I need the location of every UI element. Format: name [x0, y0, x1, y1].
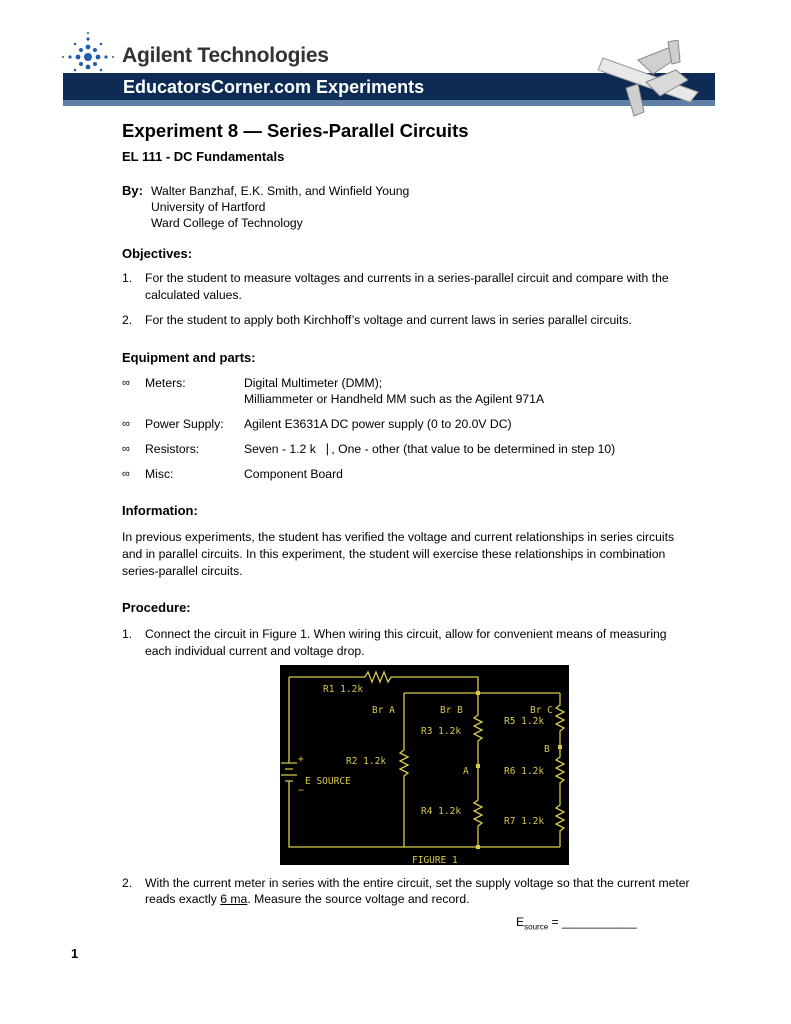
- label-r3: R3 1.2k: [421, 726, 462, 737]
- information-heading: Information:: [122, 503, 198, 518]
- author-line: University of Hartford: [151, 200, 266, 214]
- equipment-label: Resistors:: [145, 442, 200, 456]
- label-node-b: B: [544, 744, 550, 755]
- label-r2: R2 1.2k: [346, 756, 387, 767]
- label-bra: Br A: [372, 705, 395, 716]
- information-text: and in parallel circuits. In this experiment, the student will exercise these relationships in combination: [122, 547, 666, 561]
- equipment-label: Power Supply:: [145, 417, 224, 431]
- label-brb: Br B: [440, 705, 463, 716]
- equipment-label: Meters:: [145, 376, 186, 390]
- bullet-icon: ∞: [122, 418, 130, 430]
- procedure-text: With the current meter in series with the entire circuit, set the supply voltage so that the current meter: [145, 876, 690, 890]
- author-line: Ward College of Technology: [151, 216, 303, 230]
- figure-1-circuit: [280, 665, 569, 865]
- list-number: 2.: [122, 876, 133, 890]
- list-number: 2.: [122, 313, 133, 327]
- objective-text: calculated values.: [145, 288, 242, 302]
- list-number: 1.: [122, 627, 133, 641]
- esource-subscript: source: [524, 922, 549, 932]
- equipment-value: Digital Multimeter (DMM);: [244, 376, 383, 390]
- equipment-value: Milliammeter or Handheld MM such as the Agilent 971A: [244, 392, 545, 406]
- course-subtitle: EL 111 - DC Fundamentals: [122, 149, 285, 164]
- label-r4: R4 1.2k: [421, 806, 462, 817]
- bullet-icon: ∞: [122, 377, 130, 389]
- equipment-heading: Equipment and parts:: [122, 350, 256, 365]
- objective-text: For the student to apply both Kirchhoff’s voltage and current laws in series parallel circuits.: [145, 313, 632, 327]
- procedure-text: Connect the circuit in Figure 1. When wiring this circuit, allow for convenient means of measuring: [145, 627, 667, 641]
- procedure-text-part: reads exactly: [145, 892, 221, 906]
- label-r6: R6 1.2k: [504, 766, 545, 777]
- equipment-label: Misc:: [145, 467, 174, 481]
- airplane-icon: [598, 40, 718, 118]
- procedure-text: [145, 891, 470, 907]
- current-value-link: 6 ma: [220, 892, 248, 906]
- label-esource: E SOURCE: [305, 776, 351, 787]
- label-r1: R1 1.2k: [323, 684, 364, 695]
- equipment-value: Agilent E3631A DC power supply (0 to 20.0V DC): [244, 417, 512, 431]
- document-title: Experiment 8 — Series-Parallel Circuits: [122, 120, 469, 141]
- esource-field: [516, 914, 637, 935]
- circuit-schematic: [280, 665, 569, 865]
- bullet-icon: ∞: [122, 468, 130, 480]
- list-number: 1.: [122, 271, 133, 285]
- author-line: Walter Banzhaf, E.K. Smith, and Winfield Young: [151, 184, 410, 198]
- page-number: 1: [71, 946, 79, 961]
- label-minus: −: [298, 785, 304, 796]
- bullet-icon: ∞: [122, 443, 130, 455]
- company-name: Agilent Technologies: [122, 44, 329, 67]
- banner-title: EducatorsCorner.com Experiments: [123, 77, 425, 97]
- label-r5: R5 1.2k: [504, 716, 545, 727]
- information-text: series-parallel circuits.: [122, 564, 243, 578]
- esource-blank: = ___________: [548, 915, 637, 929]
- label-r7: R7 1.2k: [504, 816, 545, 827]
- by-label: By:: [122, 183, 143, 198]
- objectives-heading: Objectives:: [122, 246, 193, 261]
- procedure-heading: Procedure:: [122, 600, 191, 615]
- equipment-value: Component Board: [244, 467, 343, 481]
- label-plus: +: [298, 754, 304, 765]
- esource-symbol: E: [516, 915, 525, 929]
- procedure-text-part: . Measure the source voltage and record.: [247, 892, 470, 906]
- label-brc: Br C: [530, 705, 553, 716]
- label-node-a: A: [463, 766, 469, 777]
- information-text: In previous experiments, the student has verified the voltage and current relationships in series circuits: [122, 530, 675, 544]
- figure-caption: FIGURE 1: [412, 855, 458, 865]
- equipment-value: Seven - 1.2 k⎹ , One - other (that value to be determined in step 10): [244, 442, 616, 456]
- procedure-text: each individual current and voltage drop.: [145, 644, 365, 658]
- objective-text: For the student to measure voltages and currents in a series-parallel circuit and compare with the: [145, 271, 669, 285]
